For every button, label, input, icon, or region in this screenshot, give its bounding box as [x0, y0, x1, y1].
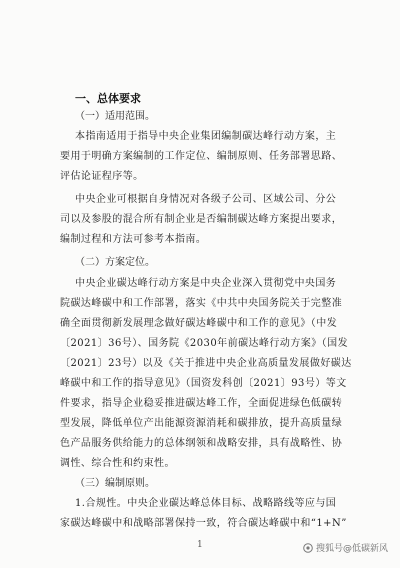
subsection-heading-principles: （三）编制原则。 — [75, 478, 155, 489]
watermark-text: 搜狐号@低碳新风 — [315, 544, 388, 554]
section-heading: 一、总体要求 — [75, 92, 141, 105]
text-line: 中央企业碳达峰行动方案是中央企业深入贯彻党中央国务 — [75, 278, 337, 289]
text-line: 色产品服务供给能力的总体纲领和战略安排，具有战略性、协 — [60, 438, 343, 449]
text-line: 院碳达峰碳中和工作部署，落实《中共中央国务院关于完整准 — [60, 298, 343, 309]
text-line: 编制过程和方法可参考本指南。 — [60, 234, 207, 245]
text-line: 要用于明确方案编制的工作定位、编制原则、任务部署思路、 — [60, 151, 343, 162]
text-line: 〔2021〕36号）、国务院《2030年前碳达峰行动方案》（国发 — [60, 338, 349, 349]
text-line: 〔2021〕23号）以及《关于推进中央企业高质量发展做好碳达 — [60, 358, 352, 369]
text-line: 司以及参股的混合所有制企业是否编制碳达峰方案提出要求， — [60, 214, 343, 225]
text-line: 型发展，降低单位产出能源资源消耗和碳排放，提升高质量绿 — [60, 418, 343, 429]
text-line: 峰碳中和工作的指导意见》（国资发科创〔2021〕93号）等文 — [60, 378, 347, 389]
watermark — [303, 541, 388, 554]
text-line: 件要求，指导企业稳妥推进碳达峰工作，全面促进绿色低碳转 — [60, 398, 343, 409]
text-line: 本指南适用于指导中央企业集团编制碳达峰行动方案，主 — [75, 131, 337, 142]
subsection-heading-scope: （一）适用范围。 — [75, 111, 155, 122]
text-line: 确全面贯彻新发展理念做好碳达峰碳中和工作的意见》（中发 — [60, 318, 338, 329]
text-line: 1.合规性。中央企业碳达峰总体目标、战略路线等应与国 — [75, 498, 337, 509]
text-line: 调性、综合性和约束性。 — [60, 458, 175, 469]
text-line: 家碳达峰碳中和战略部署保持一致，符合碳达峰碳中和“1+N” — [60, 518, 347, 529]
text-line: 中央企业可根据自身情况对各级子公司、区域公司、分公 — [75, 194, 337, 205]
text-line: 评估论证程序等。 — [60, 171, 144, 182]
subsection-heading-positioning: （二）方案定位。 — [75, 257, 155, 268]
sohu-icon — [303, 543, 313, 553]
page-number: 1 — [197, 540, 203, 550]
